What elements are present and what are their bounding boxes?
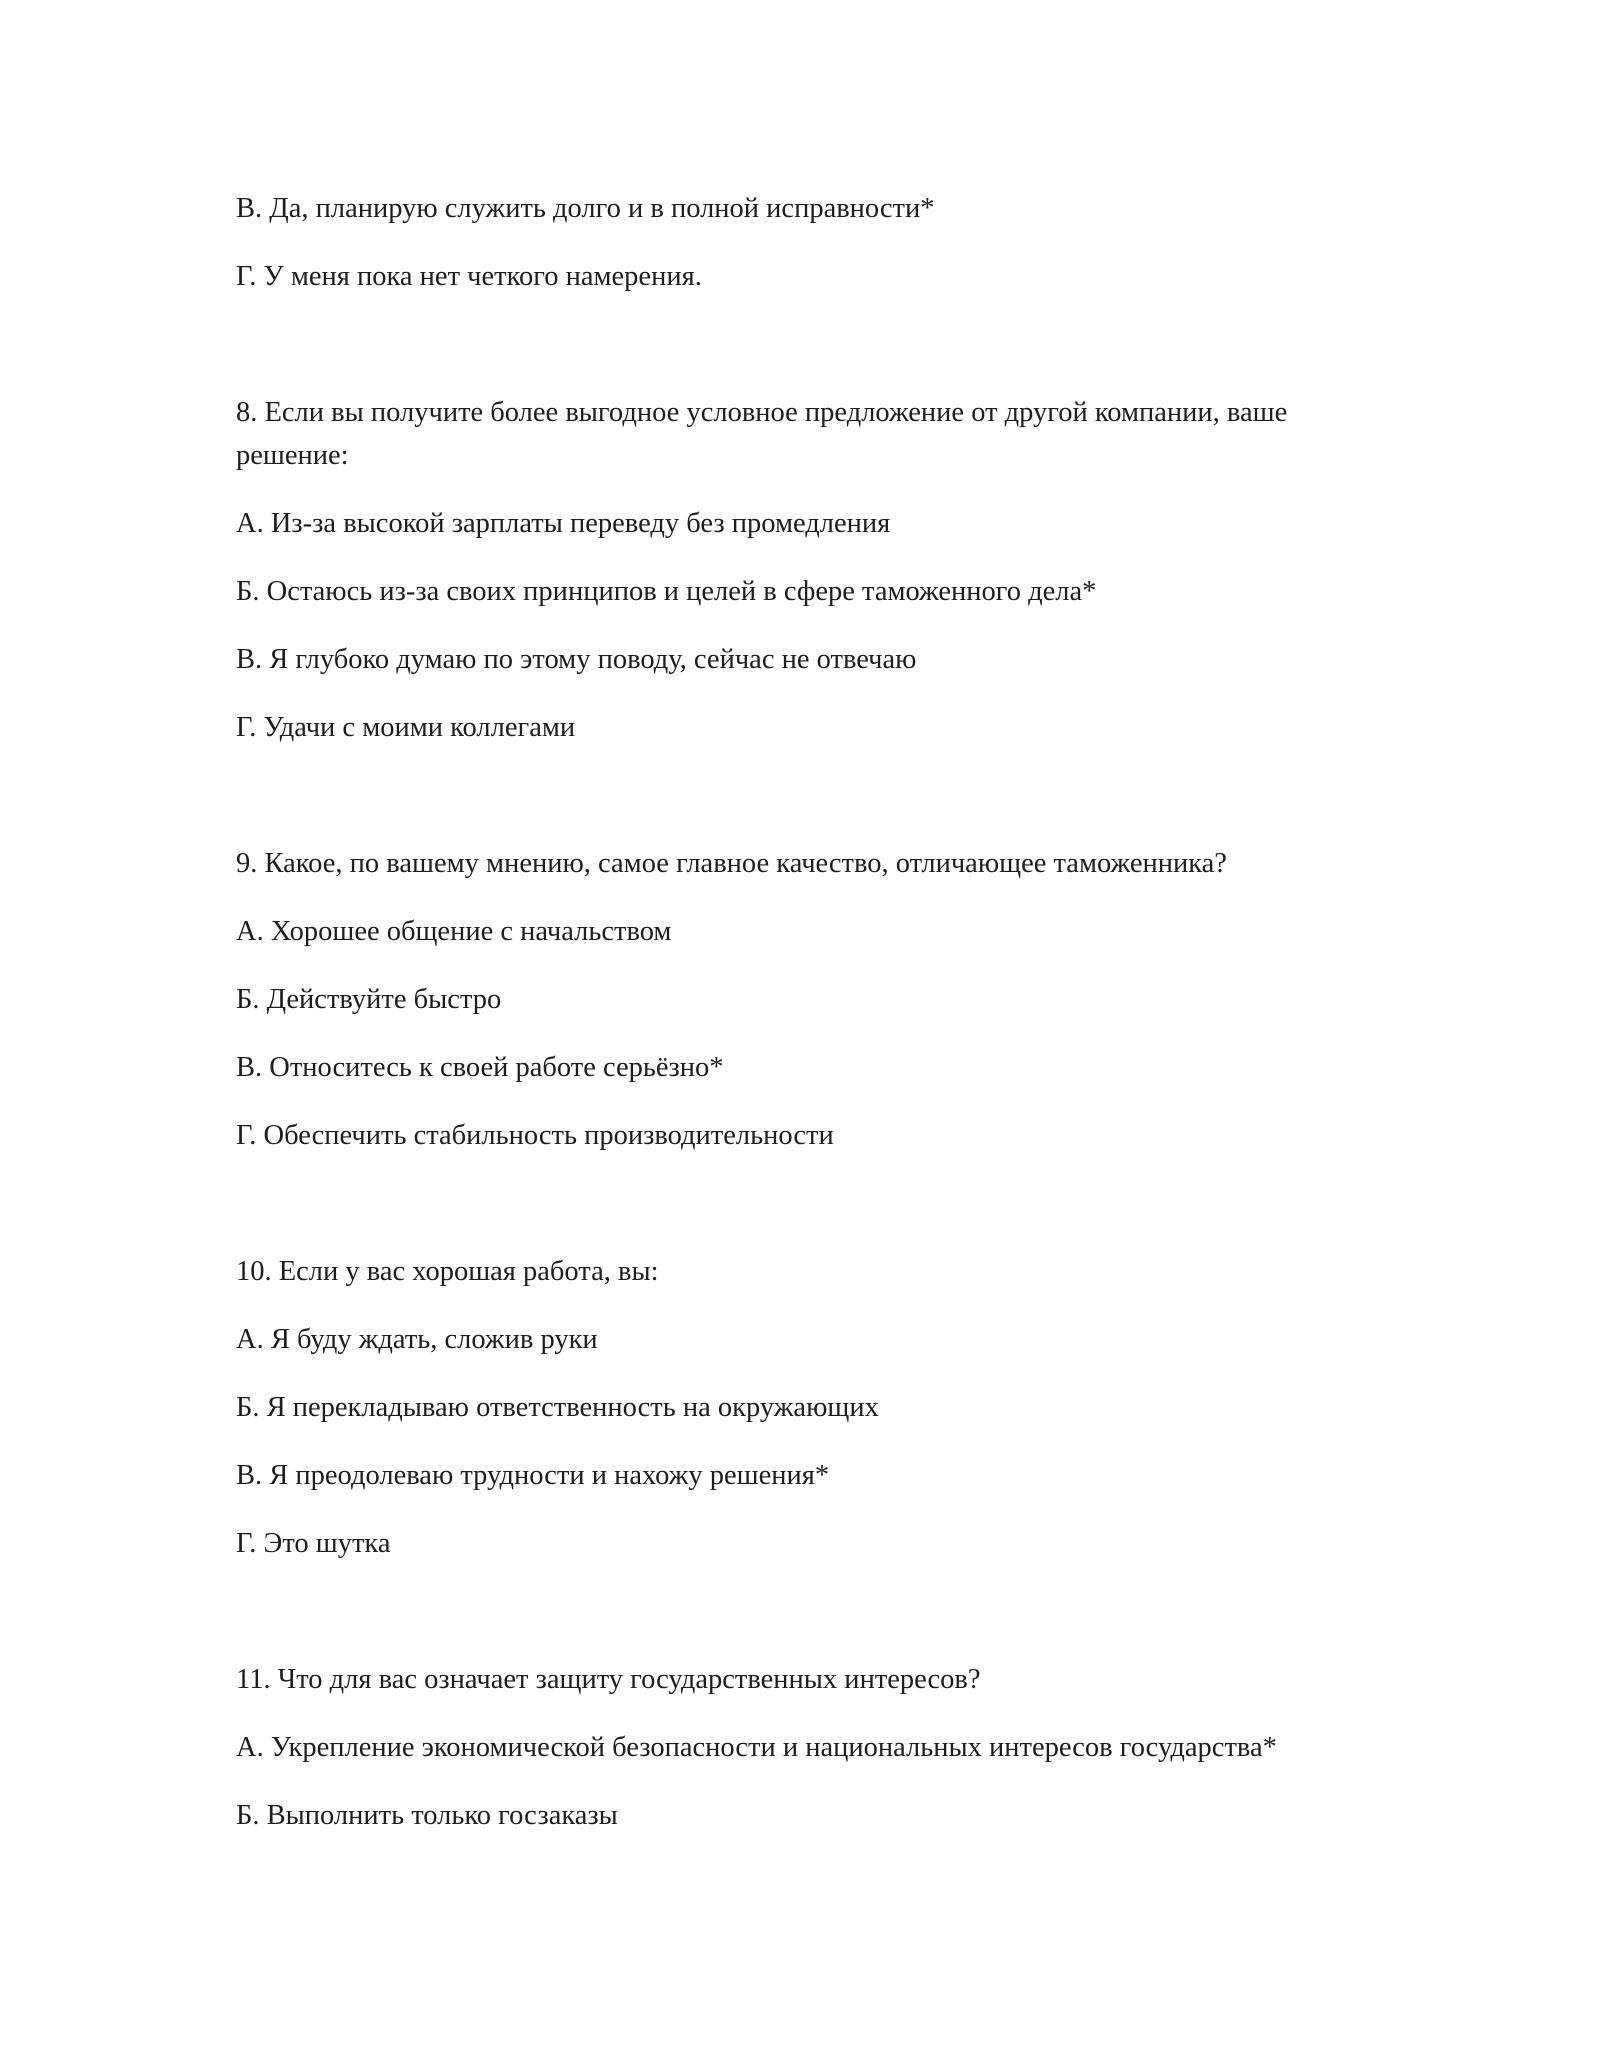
option-10-v: В. Я преодолеваю трудности и нахожу решения* (236, 1460, 830, 1491)
option-11-b: Б. Выполнить только госзаказы (236, 1800, 618, 1831)
option-10-a: А. Я буду ждать, сложив руки (236, 1324, 598, 1355)
question-9 (236, 842, 1366, 1157)
spacer (236, 1590, 1366, 1658)
quiz-content (236, 187, 1366, 1862)
option-9-a: А. Хорошее общение с начальством (236, 916, 672, 947)
option-9-b: Б. Действуйте быстро (236, 984, 502, 1015)
option-9-g: Г. Обеспечить стабильность производительности (236, 1120, 834, 1151)
option-8-b: Б. Остаюсь из-за своих принципов и целей в сфере таможенного дела* (236, 576, 1097, 607)
question-10 (236, 1250, 1366, 1565)
question-11-text: 11. Что для вас означает защиту государственных интересов? (236, 1664, 981, 1695)
question-8-text: 8. Если вы получите более выгодное условное предложение от другой компании, ваше решение: (236, 397, 1288, 471)
option-8-g: Г. Удачи с моими коллегами (236, 712, 576, 743)
option-8-v: В. Я глубоко думаю по этому поводу, сейчас не отвечаю (236, 644, 917, 675)
spacer (236, 774, 1366, 842)
question-8 (236, 391, 1366, 749)
option-9-v: В. Относитесь к своей работе серьёзно* (236, 1052, 724, 1083)
question-11 (236, 1658, 1366, 1837)
spacer (236, 323, 1366, 391)
spacer (236, 1182, 1366, 1250)
question-7-continuation (236, 187, 1366, 298)
option-11-a: А. Укрепление экономической безопасности и национальных интересов государства* (236, 1732, 1277, 1763)
option-10-g: Г. Это шутка (236, 1528, 391, 1559)
option-7-g: Г. У меня пока нет четкого намерения. (236, 261, 702, 292)
question-10-text: 10. Если у вас хорошая работа, вы: (236, 1256, 659, 1287)
option-8-a: А. Из-за высокой зарплаты переведу без промедления (236, 508, 891, 539)
question-9-text: 9. Какое, по вашему мнению, самое главное качество, отличающее таможенника? (236, 848, 1227, 879)
option-10-b: Б. Я перекладываю ответственность на окружающих (236, 1392, 879, 1423)
option-7-v: В. Да, планирую служить долго и в полной исправности* (236, 193, 935, 224)
